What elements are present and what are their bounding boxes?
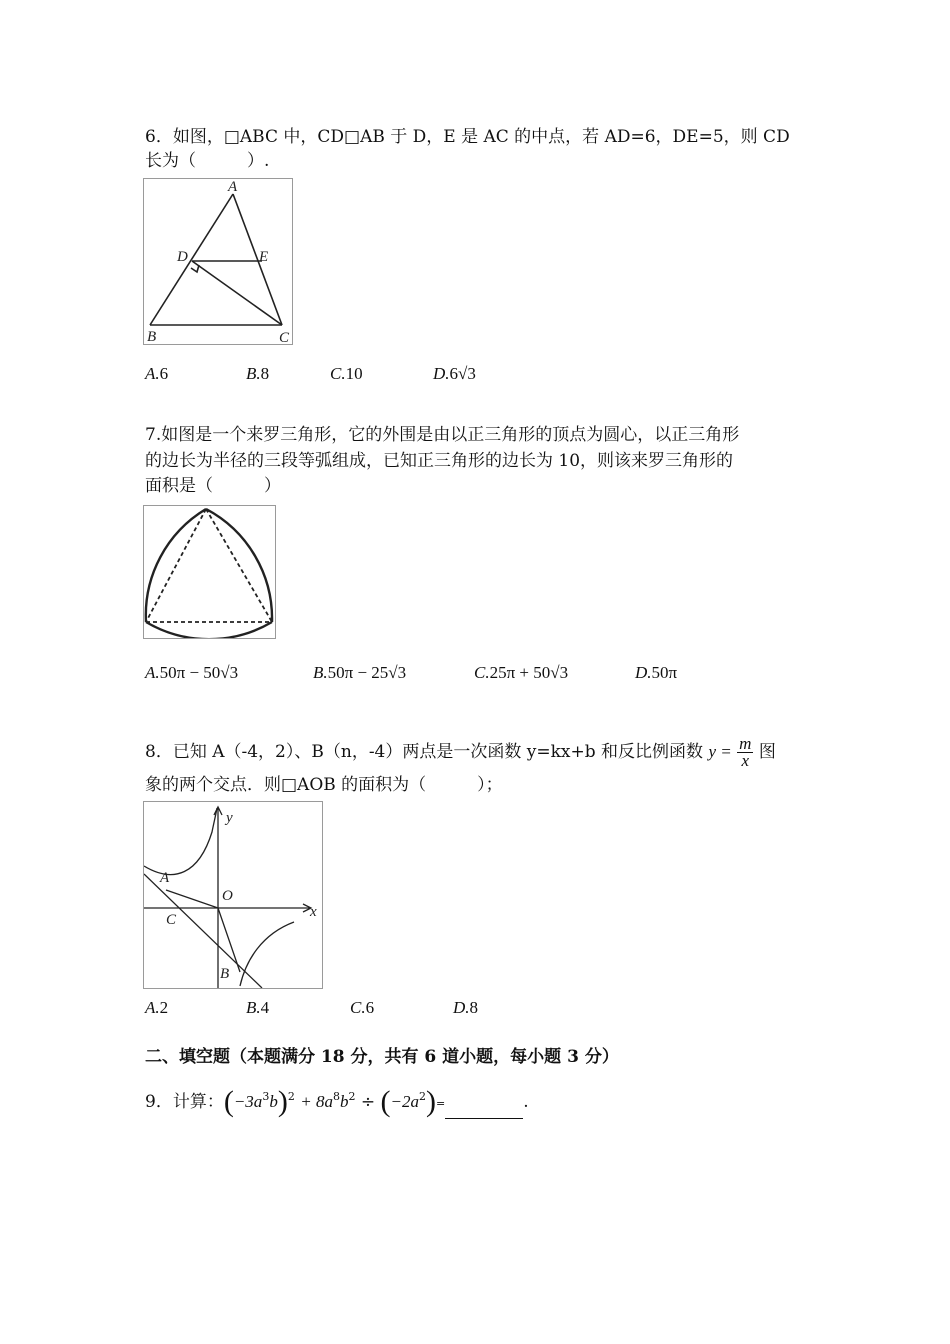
q7-option-b[interactable]: B.50π − 25√3 [313,663,407,682]
q8-figure [143,801,323,989]
q6-option-c[interactable]: C.10 [330,364,363,383]
q8-fraction [737,736,753,769]
q8-text-line2: 象的两个交点．则□AOB 的面积为（ ）； [145,775,503,795]
q7-option-c[interactable]: C.25π + 50√3 [474,663,569,682]
q9-expr-a: −3a [233,1092,263,1111]
q6-label-a: A [228,179,238,195]
q8-label-o: O [222,888,233,904]
q8-option-b[interactable]: B.4 [246,998,270,1017]
q8-frac-numerator: m [739,734,752,753]
q6-text-line2: 长为（ ）. [145,151,270,171]
q7-text-line3: 面积是（ ） [145,476,281,496]
q6-label-b: B [147,329,157,344]
q7-text-line2: 的边长为半径的三段等弧组成，已知正三角形的边长为 10，则该来罗三角形的 [145,451,734,471]
q8-text-tail: 图 [758,742,776,762]
q6-text-line1: 6．如图，□ABC 中，CD□AB 于 D，E 是 AC 的中点，若 AD=6，DE=5，则 CD [145,127,790,147]
q6-label-c: C [279,330,290,344]
q9-paren-close-2: ) [426,1085,436,1118]
q8-option-c[interactable]: C.6 [350,998,375,1017]
q8-hyperbola-branch-4 [240,922,294,986]
q6-option-d[interactable]: D.6√3 [433,364,476,383]
q6-side-ab [150,194,233,325]
q9-paren-close-1: ) [277,1085,288,1118]
section-2-heading: 二、填空题（本题满分 18 分，共有 6 道小题，每小题 3 分） [145,1047,619,1067]
q6-segment-cd [192,261,282,325]
q6-figure [143,178,293,345]
q9-middle: + 8a [300,1092,333,1111]
q9-line: 9．计算：$(-3a^3b)^2 + 8a^8b^2 \div (-2a^2)=$ . [145,1085,529,1118]
q8-frac-prefix: y = [708,742,732,761]
q8-label-b: B [220,966,230,982]
q8-option-d[interactable]: D.8 [453,998,479,1017]
q6-side-ac [233,194,282,325]
q7-figure [143,505,276,639]
q6-label-e: E [259,249,269,265]
q9-expr-c: −2a [390,1092,419,1111]
q9-answer-blank[interactable] [445,1100,523,1119]
q9-equals: = [436,1097,446,1110]
q7-text-line1: 7.如图是一个来罗三角形，它的外围是由以正三角形的顶点为圆心，以正三角形 [145,425,740,445]
q6-label-d: D [177,249,188,265]
q9-div: ÷ [360,1092,376,1112]
q7-option-d[interactable]: D.50π [635,663,678,682]
q8-option-a[interactable]: A.2 [145,998,169,1017]
q6-option-a[interactable]: A.6 [145,364,169,383]
q7-option-a[interactable]: A.50π − 50√3 [145,663,239,682]
q8-segment-oa [166,890,218,908]
q9-prefix: 9．计算： [145,1092,224,1112]
q8-frac-denominator: x [741,751,750,770]
q8-label-y: y [226,810,233,826]
q8-hyperbola-branch-2 [144,808,217,875]
q7-triangle-right-side [206,509,272,622]
q6-option-b[interactable]: B.8 [246,364,270,383]
q8-text-line1 [145,736,776,769]
q8-label-x: x [310,904,317,920]
q8-label-a: A [160,870,170,886]
q8-line-ab [144,874,262,988]
q7-reuleaux-bottom-arc [146,622,272,638]
q8-label-c: C [166,912,177,928]
q8-text-start: 8．已知 A（-4，2）、B（n，-4）两点是一次函数 y=kx+b 和反比例函数 [145,742,704,762]
q9-paren-open-2: ( [380,1085,391,1118]
q9-paren-open-1: ( [223,1085,234,1118]
q9-end: . [523,1092,529,1112]
q8-segment-ob [218,908,240,972]
